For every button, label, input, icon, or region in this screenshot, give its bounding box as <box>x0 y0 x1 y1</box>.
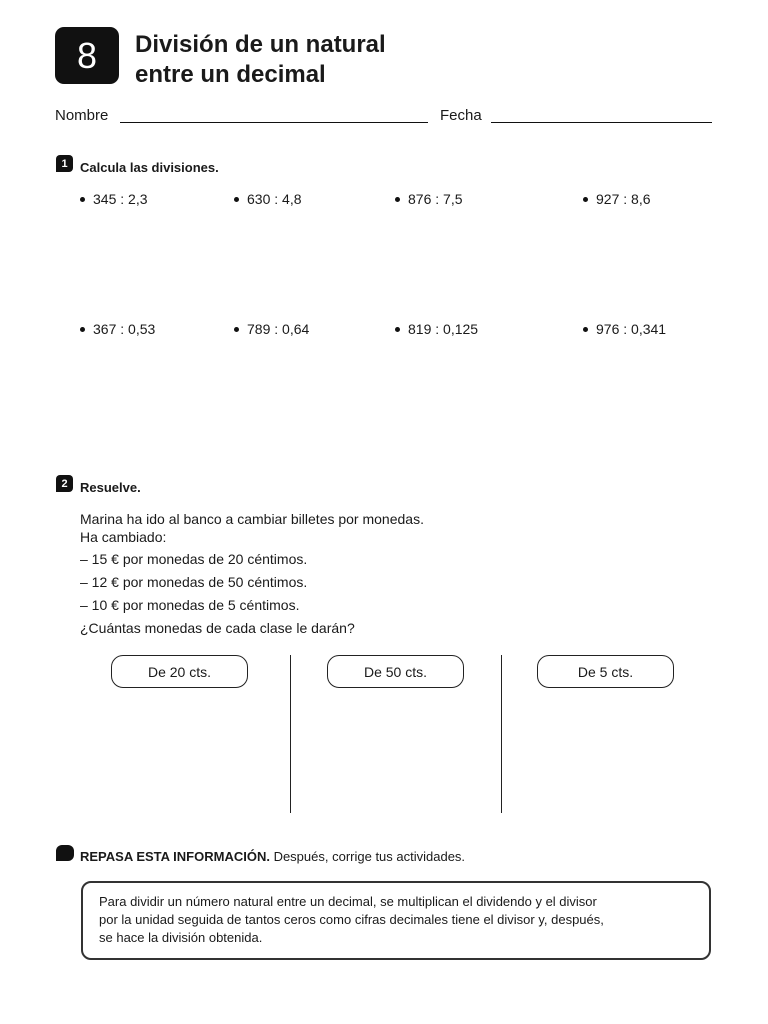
division-item: 789 : 0,64 <box>234 321 309 337</box>
column-divider <box>501 655 502 813</box>
bullet-icon <box>234 197 239 202</box>
name-label: Nombre <box>55 107 109 124</box>
column-divider <box>290 655 291 813</box>
division-item: 367 : 0,53 <box>80 321 155 337</box>
division-item: 819 : 0,125 <box>395 321 478 337</box>
unit-number-badge: 8 <box>55 27 119 84</box>
info-text-line: Para dividir un número natural entre un decimal, se multiplican el dividendo y el divisor <box>99 894 597 909</box>
bullet-icon <box>583 197 588 202</box>
problem-text: Ha cambiado: <box>80 529 167 545</box>
bullet-icon <box>395 327 400 332</box>
problem-text: Marina ha ido al banco a cambiar billetes por monedas. <box>80 511 424 527</box>
division-item: 927 : 8,6 <box>583 191 651 207</box>
info-text-line: se hace la división obtenida. <box>99 930 263 945</box>
problem-question: ¿Cuántas monedas de cada clase le darán? <box>80 620 355 636</box>
division-item: 976 : 0,341 <box>583 321 666 337</box>
division-item: 345 : 2,3 <box>80 191 148 207</box>
name-field[interactable] <box>120 122 428 123</box>
exercise-2-badge: 2 <box>56 475 73 492</box>
page-title-line-1: División de un natural <box>135 31 386 58</box>
bullet-icon <box>80 197 85 202</box>
bullet-icon <box>395 197 400 202</box>
info-box <box>81 881 711 960</box>
info-text-line: por la unidad seguida de tantos ceros como cifras decimales tiene el divisor y, después, <box>99 912 604 927</box>
bullet-icon <box>234 327 239 332</box>
division-item: 876 : 7,5 <box>395 191 463 207</box>
page-title-line-2: entre un decimal <box>135 61 326 88</box>
problem-item: – 15 € por monedas de 20 céntimos. <box>80 551 308 567</box>
problem-item: – 12 € por monedas de 50 céntimos. <box>80 574 308 590</box>
bullet-icon <box>80 327 85 332</box>
date-field[interactable] <box>491 122 712 123</box>
answer-box-20-cents: De 20 cts. <box>111 655 248 688</box>
page-title <box>135 30 386 90</box>
exercise-1-instruction: Calcula las divisiones. <box>80 160 219 175</box>
problem-item: – 10 € por monedas de 5 céntimos. <box>80 597 300 613</box>
division-item: 630 : 4,8 <box>234 191 302 207</box>
date-label: Fecha <box>440 107 482 124</box>
answer-box-50-cents: De 50 cts. <box>327 655 464 688</box>
exercise-2-instruction: Resuelve. <box>80 480 141 495</box>
info-badge-icon <box>56 845 74 861</box>
answer-box-5-cents: De 5 cts. <box>537 655 674 688</box>
info-heading: REPASA ESTA INFORMACIÓN. Después, corrige tus actividades. <box>80 849 466 864</box>
bullet-icon <box>583 327 588 332</box>
exercise-1-badge: 1 <box>56 155 73 172</box>
